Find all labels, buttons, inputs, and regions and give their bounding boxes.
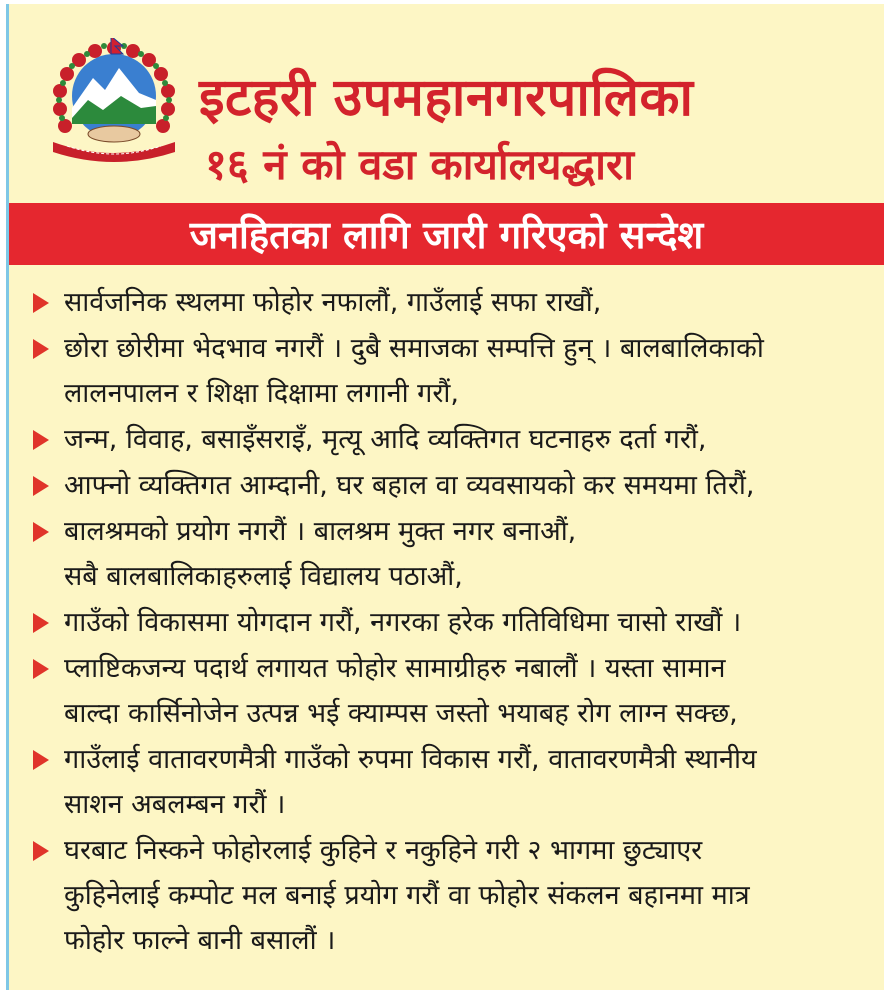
message-line: साशन अबलम्बन गरौं ।: [64, 789, 286, 820]
nepal-emblem-icon: [43, 38, 185, 168]
message-line: कुहिनेलाई कम्पोट मल बनाई प्रयोग गरौं वा फोहोर संकलन बहानमा मात्र: [64, 880, 750, 911]
list-item: [9, 646, 884, 736]
message-line: बाल्दा कार्सिनोजेन उत्पन्न भई क्याम्पस जस्तो भयाबह रोग लाग्न सक्छ,: [64, 698, 738, 729]
message-line: सबै बालबालिकाहरुलाई विद्यालय पठाऔं,: [64, 561, 463, 592]
page-title: इटहरी उपमहानगरपालिका: [199, 68, 694, 128]
header: [9, 4, 884, 203]
message-line: गाउँलाई वातावरणमैत्री गाउँको रुपमा विकास गरौं, वातावरणमैत्री स्थानीय: [64, 744, 757, 775]
message-banner: जनहितका लागि जारी गरिएको सन्देश: [9, 203, 884, 265]
bullet-arrow-icon: [33, 841, 49, 861]
message-list: [9, 280, 884, 964]
bullet-arrow-icon: [33, 613, 49, 633]
list-item: [9, 600, 884, 645]
bullet-arrow-icon: [33, 750, 49, 770]
list-item: [9, 737, 884, 827]
list-item: [9, 280, 884, 325]
list-item: [9, 326, 884, 416]
message-line: लालनपालन र शिक्षा दिक्षामा लगानी गरौं,: [64, 378, 459, 409]
message-line: प्लाष्टिकजन्य पदार्थ लगायत फोहोर सामाग्रीहरु नबालौं । यस्ता सामान: [64, 653, 726, 684]
bullet-arrow-icon: [33, 659, 49, 679]
message-line: सार्वजनिक स्थलमा फोहोर नफालौं, गाउँलाई सफा राखौं,: [64, 287, 602, 318]
bullet-arrow-icon: [33, 293, 49, 313]
list-item: [9, 463, 884, 508]
message-line: गाउँको विकासमा योगदान गरौं, नगरका हरेक गतिविधिमा चासो राखौं ।: [64, 607, 742, 638]
page-subtitle: १६ नं को वडा कार्यालयद्धारा: [205, 140, 635, 189]
list-item: [9, 509, 884, 599]
message-line: छोरा छोरीमा भेदभाव नगरौं । दुबै समाजका सम्पत्ति हुन् । बालबालिकाको: [64, 333, 764, 364]
list-item: [9, 828, 884, 963]
bullet-arrow-icon: [33, 522, 49, 542]
bullet-arrow-icon: [33, 430, 49, 450]
message-line: बालश्रमको प्रयोग नगरौं । बालश्रम मुक्त नगर बनाऔं,: [64, 516, 577, 547]
notice-poster: [6, 4, 884, 990]
bullet-arrow-icon: [33, 476, 49, 496]
message-line: फोहोर फाल्ने बानी बसालौं ।: [64, 925, 336, 956]
bullet-arrow-icon: [33, 339, 49, 359]
message-line: घरबाट निस्कने फोहोरलाई कुहिने र नकुहिने गरी २ भागमा छुट्याएर: [64, 835, 703, 866]
message-line: आफ्नो व्यक्तिगत आम्दानी, घर बहाल वा व्यवसायको कर समयमा तिरौं,: [64, 470, 755, 501]
message-line: जन्म, विवाह, बसाइँसराइँ, मृत्यू आदि व्यक्तिगत घटनाहरु दर्ता गरौं,: [64, 424, 707, 455]
list-item: [9, 417, 884, 462]
